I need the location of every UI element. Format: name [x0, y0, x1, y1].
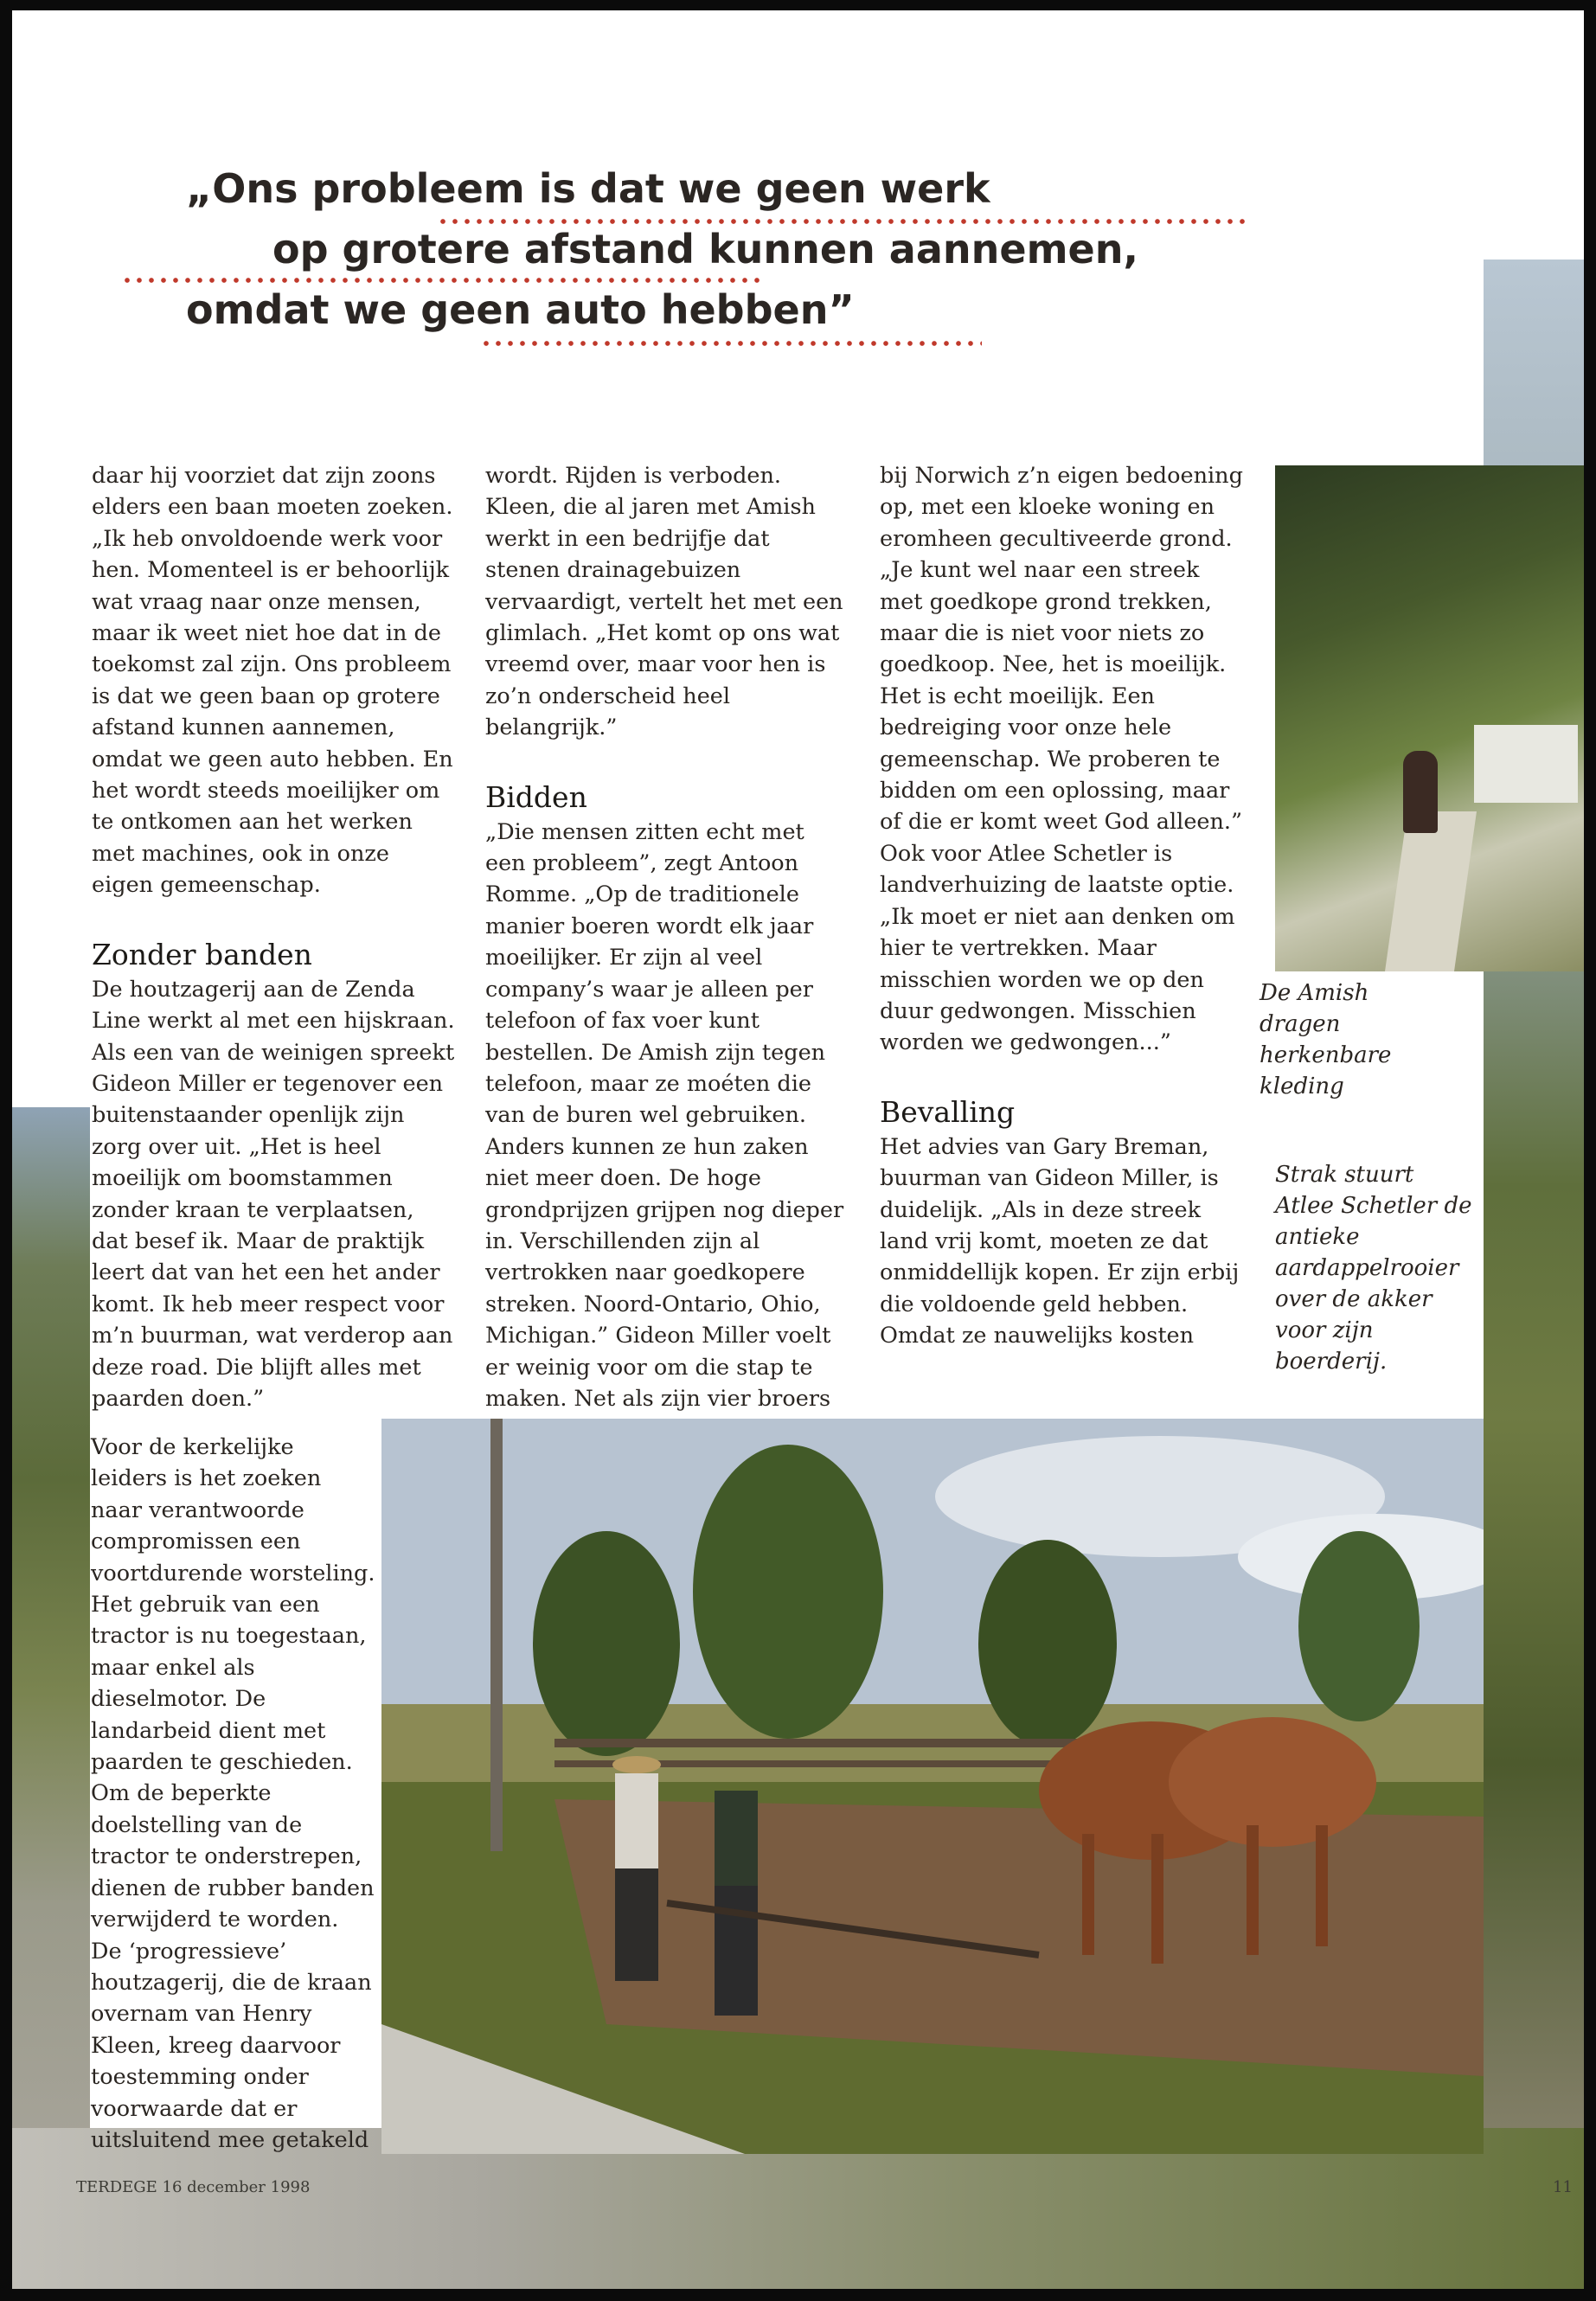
section-heading-bidden: Bidden	[485, 779, 587, 814]
page-footer-publication: TERDEGE 16 december 1998	[76, 2178, 311, 2196]
article-column-1	[92, 460, 455, 1414]
page-number: 11	[1553, 2178, 1573, 2196]
photo-tree-2	[693, 1445, 883, 1739]
background-photo-left-strip	[12, 1107, 90, 2171]
horse-plough-photo	[381, 1419, 1484, 2154]
column-2-paragraph-1: wordt. Rijden is verboden. Kleen, die al jaren met Amish werkt in een bedrijfje dat stenen drainagebuizen vervaardigt, vertelt het met een glimlach. „Het komt op ons wat vreemd over, maar voor hen is zo’n onderscheid heel belangrijk.”	[485, 463, 843, 741]
photo-farmer-trousers	[615, 1868, 658, 1981]
article-column-4	[91, 1432, 376, 2156]
photo-utility-pole	[490, 1419, 503, 1851]
photo-farmer-shirt	[615, 1773, 658, 1868]
headline-dots-1	[437, 218, 1246, 225]
headline-dots-2	[121, 277, 761, 284]
main-photo-caption: Strak stuurt Atlee Schetler de antieke aardappelrooier over de akker voor zijn boerderij.	[1275, 1162, 1472, 1375]
photo-tree-1	[533, 1531, 680, 1756]
article-column-2	[485, 460, 849, 1446]
photo-horse-2	[1169, 1717, 1376, 1847]
photo-straw-hat	[612, 1756, 661, 1773]
side-photo-caption: De Amish dragen herkenbare kleding	[1259, 980, 1392, 1099]
column-1-paragraph-2: De houtzagerij aan de Zenda Line werkt al met een hijskraan. Als een van de weinigen spreekt Gideon Miller er tegenover een buitenstaander openlijk zijn zorg over uit. „Het is heel moeilijk om boomstammen zonder kraan te verplaatsen, dat besef ik. Maar de praktijk leert dat van het een het ander komt. Ik heb meer respect voor m’n buurman, wat verderop aan deze road. Die blijft alles met paarden doen.”	[92, 976, 455, 1412]
photo-tree-4	[1298, 1531, 1420, 1721]
section-heading-bevalling: Bevalling	[880, 1094, 1016, 1129]
column-2-paragraph-2: „Die mensen zitten echt met een probleem”, zegt Antoon Romme. „Op de traditionele manier boeren wordt elk jaar moeilijker. Er zijn al veel company’s waar je alleen per telefoon of fax voer kunt bestellen. De Amish zijn tegen telefoon, maar ze moéten die van de buren wel gebruiken. Anders kunnen ze hun zaken niet meer doen. De hoge grondprijzen grijpen nog dieper in. Verschillenden zijn al vertrokken naar goedkopere streken. Noord-Ontario, Ohio, Michigan.” Gideon Miller voelt er weinig voor om die stap te maken. Net als zijn vier broers	[485, 818, 844, 1412]
headline-line-1: „Ons probleem is dat we geen werk	[186, 165, 990, 212]
headline-line-3: omdat we geen auto hebben”	[186, 286, 855, 333]
column-3-paragraph-3: Het advies van Gary Breman, buurman van Gideon Miller, is duidelijk. „Als in deze streek land vrij komt, moeten ze dat onmiddellijk kopen. Er zijn erbij die voldoende geld hebben. Omdat ze nauwelijks kosten	[880, 1133, 1240, 1349]
column-4-paragraph-2: De ‘progressieve’ houtzagerij, die de kraan overnam van Henry Kleen, kreeg daarvoor toestemming onder voorwaarde dat er uitsluitend mee getakeld	[91, 1938, 372, 2153]
photo-horse-leg	[1082, 1834, 1094, 1955]
article-column-3	[880, 460, 1243, 1352]
horse-plough-illustration	[381, 1419, 1484, 2154]
photo-horse-leg-2	[1151, 1834, 1163, 1964]
section-heading-zonder-banden: Zonder banden	[92, 937, 312, 971]
headline-dots-3	[480, 340, 982, 347]
column-4-paragraph-1: Voor de kerkelijke leiders is het zoeken naar verantwoorde compromissen een voortdurende worsteling. Het gebruik van een tractor is nu toegestaan, maar enkel als dieselmotor. De landarbeid dient met paarden te geschieden. Om de beperkte doelstelling van de tractor te onderstrepen, dienen de rubber banden verwijderd te worden.	[91, 1434, 375, 1933]
pull-quote-headline	[0, 164, 1596, 381]
photo-boy-trousers	[715, 1886, 758, 2016]
amish-woman-walking-photo	[1275, 465, 1584, 971]
photo-boy-shirt	[715, 1791, 758, 1886]
photo-path	[1385, 811, 1477, 971]
photo-figure	[1403, 751, 1438, 833]
photo-horse-leg-4	[1316, 1825, 1328, 1946]
photo-house	[1474, 725, 1578, 803]
photo-horse-leg-3	[1247, 1825, 1259, 1955]
column-1-paragraph-1: daar hij voorziet dat zijn zoons elders een baan moeten zoeken. „Ik heb onvoldoende werk voor hen. Momenteel is er behoorlijk wat vraag naar onze mensen, maar ik weet niet hoe dat in de toekomst zal zijn. Ons probleem is dat we geen baan op grotere afstand kunnen aannemen, omdat we geen auto hebben. En het wordt steeds moeilijker om te ontkomen aan het werken met machines, ook in onze eigen gemeenschap.	[92, 463, 453, 899]
photo-tree-3	[978, 1540, 1117, 1747]
column-3-paragraph-1: bij Norwich z’n eigen bedoening op, met een kloeke woning en eromheen gecultiveerde grond. „Je kunt wel naar een streek met goedkope grond trekken, maar die is niet voor niets zo goedkoop. Nee, het is moeilijk. Het is echt moeilijk. Een bedreiging voor onze hele gemeenschap. We proberen te bidden om een oplossing, maar of die er komt weet God alleen.”	[880, 463, 1243, 836]
column-3-paragraph-2: Ook voor Atlee Schetler is landverhuizing de laatste optie. „Ik moet er niet aan denken om hier te vertrekken. Maar misschien worden we op den duur gedwongen. Misschien worden we gedwongen...”	[880, 840, 1235, 1056]
headline-line-2: op grotere afstand kunnen aannemen,	[272, 226, 1138, 272]
